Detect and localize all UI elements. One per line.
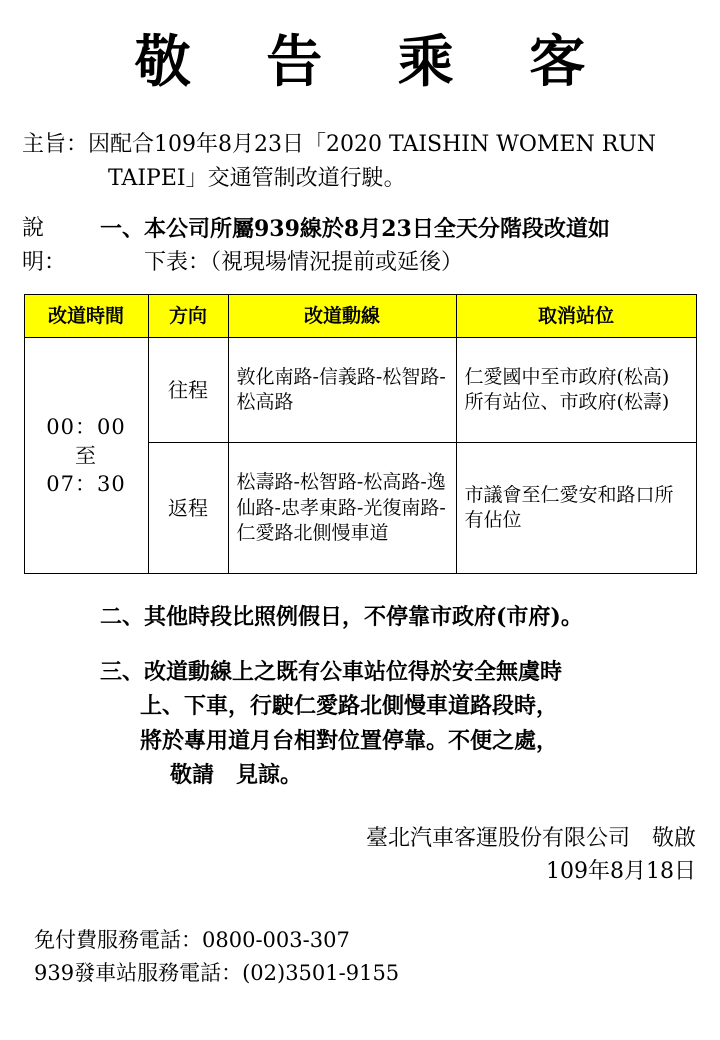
description-label <box>22 212 100 280</box>
description-section <box>14 212 706 280</box>
notice-item-3-line-1: 三、改道動線上之既有公車站位得於安全無虞時 <box>100 659 563 686</box>
subject-line-1 <box>22 128 706 162</box>
reroute-table <box>24 294 697 574</box>
description-item1-line-2: 下表：（視現場情況提前或延後） <box>144 250 464 276</box>
notice-item-2: 二、其他時段比照例假日，不停靠市政府(市府)。 <box>100 604 583 631</box>
cell-time-range <box>24 338 148 574</box>
subject-section <box>14 128 706 196</box>
table-row <box>24 338 696 443</box>
signature-block <box>14 822 706 888</box>
footer-station-line: 939發車站服務電話：(02)3501-9155 <box>34 961 400 986</box>
time-separator: 至 <box>75 443 97 468</box>
cell-route-outbound: 敦化南路-信義路-松智路-松高路 <box>228 338 456 443</box>
time-start: 00：00 <box>46 415 126 440</box>
cell-route-return: 松壽路-松智路-松高路-逸仙路-忠孝東路-光復南路-仁愛路北側慢車道 <box>228 443 456 574</box>
footer-contact <box>14 924 706 991</box>
description-body <box>100 212 706 280</box>
subject-text-1: 因配合109年8月23日「2020 TAISHIN WOMEN RUN <box>88 132 657 157</box>
notice-item-3-line-2: 上、下車，行駛仁愛路北側慢車道路段時， <box>140 693 559 720</box>
cell-direction-outbound: 往程 <box>148 338 228 443</box>
column-header-route: 改道動線 <box>228 295 456 338</box>
subject-label: 主旨： <box>22 132 89 157</box>
column-header-direction: 方向 <box>148 295 228 338</box>
description-label-line-1: 說 <box>22 216 45 242</box>
page-title: 敬 告 乘 客 <box>134 29 614 95</box>
signature-date: 109年8月18日 <box>546 858 696 884</box>
table-header-row <box>24 295 696 338</box>
cell-cancelled-outbound: 仁愛國中至市政府(松高)所有站位、市政府(松壽) <box>456 338 696 443</box>
subject-line-2: TAIPEI」交通管制改道行駛。 <box>108 166 406 192</box>
column-header-cancelled-stops: 取消站位 <box>456 295 696 338</box>
footer-tollfree-line: 免付費服務電話：0800-003-307 <box>34 927 350 952</box>
signature-company: 臺北汽車客運股份有限公司 敬啟 <box>365 825 696 851</box>
description-label-line-2: 明： <box>22 250 67 276</box>
description-item1-line-1: 一、本公司所屬939線於8月23日全天分階段改道如 <box>100 216 610 243</box>
notice-item-3-line-3: 將於專用道月台相對位置停靠。不便之處， <box>140 727 559 754</box>
cell-cancelled-return: 市議會至仁愛安和路口所有佔位 <box>456 443 696 574</box>
notice-item-3 <box>14 655 706 791</box>
column-header-time: 改道時間 <box>24 295 148 338</box>
time-end: 07：30 <box>46 472 126 497</box>
notice-item-3-line-4: 敬請 見諒。 <box>170 761 303 788</box>
cell-direction-return: 返程 <box>148 443 228 574</box>
